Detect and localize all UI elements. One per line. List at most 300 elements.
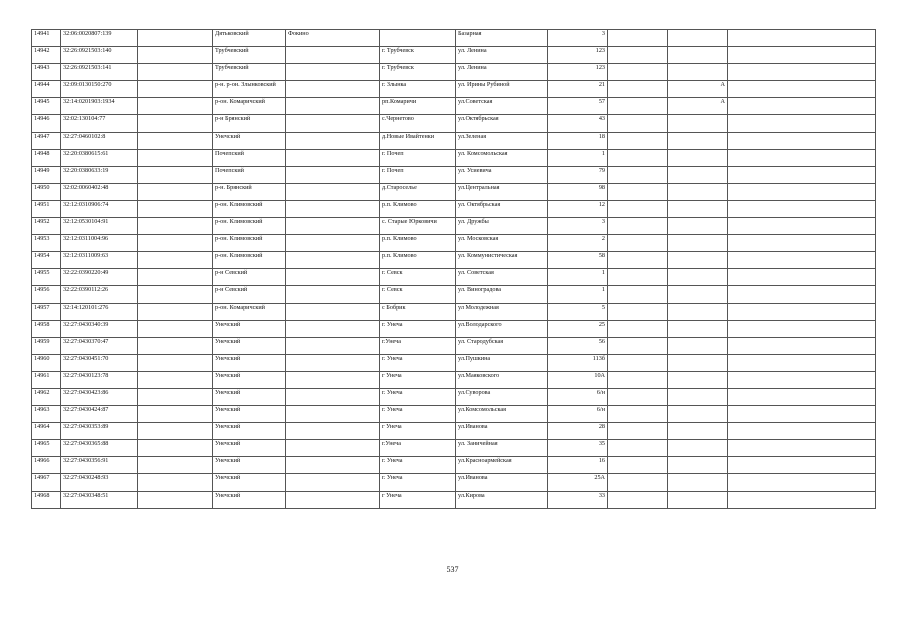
street-cell: ул. Виноградова: [456, 286, 548, 303]
record-number-cell: 14968: [32, 491, 61, 508]
letter-mark-cell: [668, 423, 728, 440]
house-number-cell: 18: [548, 132, 608, 149]
settlement-name-cell: [286, 64, 380, 81]
table-row: [32, 474, 876, 491]
register-table: [31, 29, 876, 509]
street-cell: ул. Коммунистическая: [456, 252, 548, 269]
house-number-cell: 123: [548, 64, 608, 81]
register-table-body: [32, 30, 876, 509]
empty-cell: [728, 200, 876, 217]
empty-cell: [728, 64, 876, 81]
record-number-cell: 14949: [32, 166, 61, 183]
empty-cell: [728, 132, 876, 149]
letter-mark-cell: А: [668, 81, 728, 98]
table-row: [32, 47, 876, 64]
district-cell: р-он. Климовский: [213, 200, 286, 217]
street-cell: ул.Володарского: [456, 320, 548, 337]
house-number-cell: 79: [548, 166, 608, 183]
empty-cell: [608, 337, 668, 354]
table-row: [32, 98, 876, 115]
locality-cell: д.Новые Ивайтенки: [380, 132, 456, 149]
settlement-name-cell: [286, 149, 380, 166]
street-cell: ул. Усиевича: [456, 166, 548, 183]
record-number-cell: 14962: [32, 388, 61, 405]
letter-mark-cell: [668, 149, 728, 166]
empty-cell: [138, 303, 213, 320]
house-number-cell: 98: [548, 183, 608, 200]
empty-cell: [138, 235, 213, 252]
district-cell: Унечский: [213, 354, 286, 371]
page-number: 537: [446, 565, 459, 574]
record-number-cell: 14947: [32, 132, 61, 149]
record-number-cell: 14963: [32, 406, 61, 423]
locality-cell: г Унеча: [380, 371, 456, 388]
street-cell: ул. Ленина: [456, 64, 548, 81]
locality-cell: г. Унеча: [380, 474, 456, 491]
house-number-cell: 1: [548, 286, 608, 303]
district-cell: Унечский: [213, 371, 286, 388]
street-cell: ул. Октябрьская: [456, 200, 548, 217]
table-row: [32, 303, 876, 320]
letter-mark-cell: [668, 30, 728, 47]
empty-cell: [138, 183, 213, 200]
record-number-cell: 14946: [32, 115, 61, 132]
empty-cell: [138, 98, 213, 115]
locality-cell: г. Трубчевск: [380, 64, 456, 81]
house-number-cell: 5: [548, 303, 608, 320]
house-number-cell: 6/н: [548, 388, 608, 405]
settlement-name-cell: [286, 81, 380, 98]
letter-mark-cell: [668, 337, 728, 354]
empty-cell: [728, 371, 876, 388]
table-row: [32, 354, 876, 371]
cadastral-number-cell: 32:26:0921503:140: [61, 47, 138, 64]
cadastral-number-cell: 32:02:130104:77: [61, 115, 138, 132]
cadastral-number-cell: 32:27:0430248:93: [61, 474, 138, 491]
house-number-cell: 56: [548, 337, 608, 354]
empty-cell: [608, 491, 668, 508]
cadastral-number-cell: 32:27:0430423:86: [61, 388, 138, 405]
street-cell: ул.Центральная: [456, 183, 548, 200]
settlement-name-cell: [286, 286, 380, 303]
locality-cell: р.п. Климово: [380, 252, 456, 269]
record-number-cell: 14955: [32, 269, 61, 286]
cadastral-number-cell: 32:27:0430370:47: [61, 337, 138, 354]
settlement-name-cell: [286, 132, 380, 149]
empty-cell: [608, 320, 668, 337]
empty-cell: [138, 252, 213, 269]
house-number-cell: 113б: [548, 354, 608, 371]
house-number-cell: 3: [548, 30, 608, 47]
locality-cell: г. Севск: [380, 286, 456, 303]
letter-mark-cell: [668, 440, 728, 457]
record-number-cell: 14956: [32, 286, 61, 303]
empty-cell: [138, 320, 213, 337]
table-row: [32, 183, 876, 200]
locality-cell: г. Почеп: [380, 149, 456, 166]
cadastral-number-cell: 32:27:0430348:51: [61, 491, 138, 508]
letter-mark-cell: [668, 371, 728, 388]
empty-cell: [728, 183, 876, 200]
empty-cell: [138, 388, 213, 405]
record-number-cell: 14960: [32, 354, 61, 371]
record-number-cell: 14961: [32, 371, 61, 388]
cadastral-number-cell: 32:12:0310906:74: [61, 200, 138, 217]
record-number-cell: 14945: [32, 98, 61, 115]
locality-cell: г. Злынка: [380, 81, 456, 98]
locality-cell: д.Староселье: [380, 183, 456, 200]
cadastral-number-cell: 32:27:0460102:8: [61, 132, 138, 149]
street-cell: ул Молодежная: [456, 303, 548, 320]
empty-cell: [608, 218, 668, 235]
street-cell: ул. Ленина: [456, 47, 548, 64]
letter-mark-cell: А: [668, 98, 728, 115]
empty-cell: [608, 235, 668, 252]
district-cell: Трубчевский: [213, 47, 286, 64]
settlement-name-cell: [286, 166, 380, 183]
record-number-cell: 14954: [32, 252, 61, 269]
house-number-cell: 1: [548, 269, 608, 286]
empty-cell: [728, 491, 876, 508]
settlement-name-cell: [286, 388, 380, 405]
house-number-cell: 25: [548, 320, 608, 337]
record-number-cell: 14958: [32, 320, 61, 337]
letter-mark-cell: [668, 406, 728, 423]
table-row: [32, 320, 876, 337]
district-cell: р-он. Комаричский: [213, 98, 286, 115]
empty-cell: [608, 47, 668, 64]
settlement-name-cell: [286, 440, 380, 457]
empty-cell: [138, 81, 213, 98]
house-number-cell: 35: [548, 440, 608, 457]
house-number-cell: 123: [548, 47, 608, 64]
cadastral-number-cell: 32:20:0380615:61: [61, 149, 138, 166]
locality-cell: [380, 30, 456, 47]
street-cell: ул. Дружбы: [456, 218, 548, 235]
empty-cell: [728, 149, 876, 166]
locality-cell: г.Унеча: [380, 337, 456, 354]
district-cell: Унечский: [213, 457, 286, 474]
letter-mark-cell: [668, 320, 728, 337]
settlement-name-cell: [286, 337, 380, 354]
cadastral-number-cell: 32:22:0390220:49: [61, 269, 138, 286]
letter-mark-cell: [668, 218, 728, 235]
empty-cell: [138, 200, 213, 217]
empty-cell: [608, 406, 668, 423]
settlement-name-cell: [286, 47, 380, 64]
settlement-name-cell: [286, 115, 380, 132]
locality-cell: г. Трубчевск: [380, 47, 456, 64]
empty-cell: [728, 269, 876, 286]
record-number-cell: 14952: [32, 218, 61, 235]
street-cell: ул.Иванова: [456, 474, 548, 491]
house-number-cell: 25А: [548, 474, 608, 491]
street-cell: ул.Кирова: [456, 491, 548, 508]
house-number-cell: 1: [548, 149, 608, 166]
empty-cell: [608, 115, 668, 132]
settlement-name-cell: [286, 371, 380, 388]
district-cell: р-он. Комаричский: [213, 303, 286, 320]
empty-cell: [608, 269, 668, 286]
settlement-name-cell: [286, 354, 380, 371]
empty-cell: [138, 457, 213, 474]
street-cell: ул. Стародубская: [456, 337, 548, 354]
locality-cell: р.п. Климово: [380, 235, 456, 252]
empty-cell: [608, 132, 668, 149]
table-row: [32, 235, 876, 252]
locality-cell: с Бобрик: [380, 303, 456, 320]
empty-cell: [138, 491, 213, 508]
empty-cell: [608, 183, 668, 200]
empty-cell: [608, 354, 668, 371]
locality-cell: рп.Комаричи: [380, 98, 456, 115]
empty-cell: [728, 440, 876, 457]
empty-cell: [608, 423, 668, 440]
empty-cell: [728, 252, 876, 269]
settlement-name-cell: Фокино: [286, 30, 380, 47]
empty-cell: [608, 64, 668, 81]
letter-mark-cell: [668, 474, 728, 491]
empty-cell: [608, 200, 668, 217]
empty-cell: [728, 320, 876, 337]
record-number-cell: 14943: [32, 64, 61, 81]
table-row: [32, 64, 876, 81]
record-number-cell: 14941: [32, 30, 61, 47]
street-cell: ул.Иванова: [456, 423, 548, 440]
table-row: [32, 388, 876, 405]
empty-cell: [138, 406, 213, 423]
empty-cell: [728, 286, 876, 303]
table-row: [32, 132, 876, 149]
empty-cell: [608, 440, 668, 457]
record-number-cell: 14964: [32, 423, 61, 440]
street-cell: ул.Зеленая: [456, 132, 548, 149]
record-number-cell: 14951: [32, 200, 61, 217]
empty-cell: [138, 337, 213, 354]
cadastral-number-cell: 32:14:120101:276: [61, 303, 138, 320]
empty-cell: [138, 474, 213, 491]
cadastral-number-cell: 32:06:0020807:139: [61, 30, 138, 47]
locality-cell: г. Унеча: [380, 354, 456, 371]
empty-cell: [138, 149, 213, 166]
street-cell: ул.Суворова: [456, 388, 548, 405]
empty-cell: [138, 354, 213, 371]
empty-cell: [728, 47, 876, 64]
table-row: [32, 81, 876, 98]
empty-cell: [608, 371, 668, 388]
district-cell: Унечский: [213, 388, 286, 405]
letter-mark-cell: [668, 235, 728, 252]
empty-cell: [728, 406, 876, 423]
empty-cell: [728, 354, 876, 371]
house-number-cell: 33: [548, 491, 608, 508]
street-cell: ул.Красноармейская: [456, 457, 548, 474]
house-number-cell: 6/н: [548, 406, 608, 423]
cadastral-number-cell: 32:27:0430353:89: [61, 423, 138, 440]
empty-cell: [728, 166, 876, 183]
district-cell: Унечский: [213, 474, 286, 491]
cadastral-number-cell: 32:27:0430356:91: [61, 457, 138, 474]
record-number-cell: 14953: [32, 235, 61, 252]
record-number-cell: 14966: [32, 457, 61, 474]
empty-cell: [728, 474, 876, 491]
letter-mark-cell: [668, 354, 728, 371]
settlement-name-cell: [286, 200, 380, 217]
cadastral-number-cell: 32:12:0530104:91: [61, 218, 138, 235]
table-row: [32, 491, 876, 508]
cadastral-number-cell: 32:27:0430451:70: [61, 354, 138, 371]
house-number-cell: 43: [548, 115, 608, 132]
record-number-cell: 14967: [32, 474, 61, 491]
street-cell: ул.Комсомольская: [456, 406, 548, 423]
empty-cell: [608, 388, 668, 405]
locality-cell: г Унеча: [380, 423, 456, 440]
street-cell: ул. Ирины Рубиной: [456, 81, 548, 98]
cadastral-number-cell: 32:27:0430123:78: [61, 371, 138, 388]
empty-cell: [608, 252, 668, 269]
empty-cell: [138, 286, 213, 303]
cadastral-number-cell: 32:12:0311004:96: [61, 235, 138, 252]
settlement-name-cell: [286, 491, 380, 508]
district-cell: Унечский: [213, 440, 286, 457]
street-cell: Базарная: [456, 30, 548, 47]
empty-cell: [608, 286, 668, 303]
district-cell: Дятьковский: [213, 30, 286, 47]
empty-cell: [728, 235, 876, 252]
locality-cell: г. Унеча: [380, 320, 456, 337]
record-number-cell: 14965: [32, 440, 61, 457]
letter-mark-cell: [668, 64, 728, 81]
locality-cell: г. Унеча: [380, 406, 456, 423]
empty-cell: [728, 337, 876, 354]
register-sheet: [31, 29, 876, 509]
letter-mark-cell: [668, 200, 728, 217]
empty-cell: [728, 423, 876, 440]
settlement-name-cell: [286, 235, 380, 252]
settlement-name-cell: [286, 218, 380, 235]
cadastral-number-cell: 32:27:0430424:87: [61, 406, 138, 423]
letter-mark-cell: [668, 166, 728, 183]
empty-cell: [728, 98, 876, 115]
table-row: [32, 286, 876, 303]
district-cell: р-он. Климовский: [213, 252, 286, 269]
empty-cell: [608, 81, 668, 98]
street-cell: ул. Советская: [456, 269, 548, 286]
empty-cell: [138, 30, 213, 47]
empty-cell: [728, 30, 876, 47]
street-cell: ул. Московская: [456, 235, 548, 252]
house-number-cell: 3: [548, 218, 608, 235]
district-cell: Унечский: [213, 491, 286, 508]
empty-cell: [728, 115, 876, 132]
letter-mark-cell: [668, 303, 728, 320]
empty-cell: [138, 115, 213, 132]
district-cell: р-он. Климовский: [213, 235, 286, 252]
district-cell: Унечский: [213, 423, 286, 440]
empty-cell: [138, 269, 213, 286]
district-cell: р-н. р-он. Злынковский: [213, 81, 286, 98]
letter-mark-cell: [668, 491, 728, 508]
house-number-cell: 28: [548, 423, 608, 440]
locality-cell: г. Почеп: [380, 166, 456, 183]
table-row: [32, 218, 876, 235]
cadastral-number-cell: 32:27:0430340:39: [61, 320, 138, 337]
table-row: [32, 406, 876, 423]
settlement-name-cell: [286, 474, 380, 491]
cadastral-number-cell: 32:20:0380633:19: [61, 166, 138, 183]
locality-cell: г.Унеча: [380, 440, 456, 457]
letter-mark-cell: [668, 252, 728, 269]
table-row: [32, 371, 876, 388]
empty-cell: [138, 440, 213, 457]
letter-mark-cell: [668, 183, 728, 200]
house-number-cell: 12: [548, 200, 608, 217]
street-cell: ул.Советская: [456, 98, 548, 115]
table-row: [32, 337, 876, 354]
empty-cell: [608, 303, 668, 320]
record-number-cell: 14959: [32, 337, 61, 354]
district-cell: Унечский: [213, 337, 286, 354]
table-row: [32, 149, 876, 166]
locality-cell: г. Унеча: [380, 457, 456, 474]
record-number-cell: 14950: [32, 183, 61, 200]
table-row: [32, 166, 876, 183]
empty-cell: [728, 81, 876, 98]
street-cell: ул.Маяковского: [456, 371, 548, 388]
cadastral-number-cell: 32:02:0060402:48: [61, 183, 138, 200]
settlement-name-cell: [286, 269, 380, 286]
locality-cell: г Унеча: [380, 491, 456, 508]
table-row: [32, 423, 876, 440]
settlement-name-cell: [286, 423, 380, 440]
table-row: [32, 252, 876, 269]
empty-cell: [138, 166, 213, 183]
locality-cell: г. Унеча: [380, 388, 456, 405]
district-cell: Унечский: [213, 320, 286, 337]
cadastral-number-cell: 32:14:0201903:1934: [61, 98, 138, 115]
letter-mark-cell: [668, 388, 728, 405]
settlement-name-cell: [286, 406, 380, 423]
letter-mark-cell: [668, 457, 728, 474]
district-cell: Почепский: [213, 166, 286, 183]
table-row: [32, 457, 876, 474]
house-number-cell: 21: [548, 81, 608, 98]
cadastral-number-cell: 32:26:0921503:141: [61, 64, 138, 81]
cadastral-number-cell: 32:12:0311009:63: [61, 252, 138, 269]
settlement-name-cell: [286, 252, 380, 269]
letter-mark-cell: [668, 115, 728, 132]
locality-cell: р.п. Климово: [380, 200, 456, 217]
street-cell: ул. Комсомольская: [456, 149, 548, 166]
record-number-cell: 14957: [32, 303, 61, 320]
house-number-cell: 2: [548, 235, 608, 252]
empty-cell: [608, 166, 668, 183]
table-row: [32, 269, 876, 286]
record-number-cell: 14944: [32, 81, 61, 98]
letter-mark-cell: [668, 132, 728, 149]
table-row: [32, 200, 876, 217]
street-cell: ул. Заничейная: [456, 440, 548, 457]
settlement-name-cell: [286, 303, 380, 320]
district-cell: Унечский: [213, 132, 286, 149]
empty-cell: [138, 371, 213, 388]
empty-cell: [138, 132, 213, 149]
letter-mark-cell: [668, 269, 728, 286]
cadastral-number-cell: 32:22:0390112:26: [61, 286, 138, 303]
record-number-cell: 14942: [32, 47, 61, 64]
empty-cell: [608, 98, 668, 115]
table-row: [32, 30, 876, 47]
